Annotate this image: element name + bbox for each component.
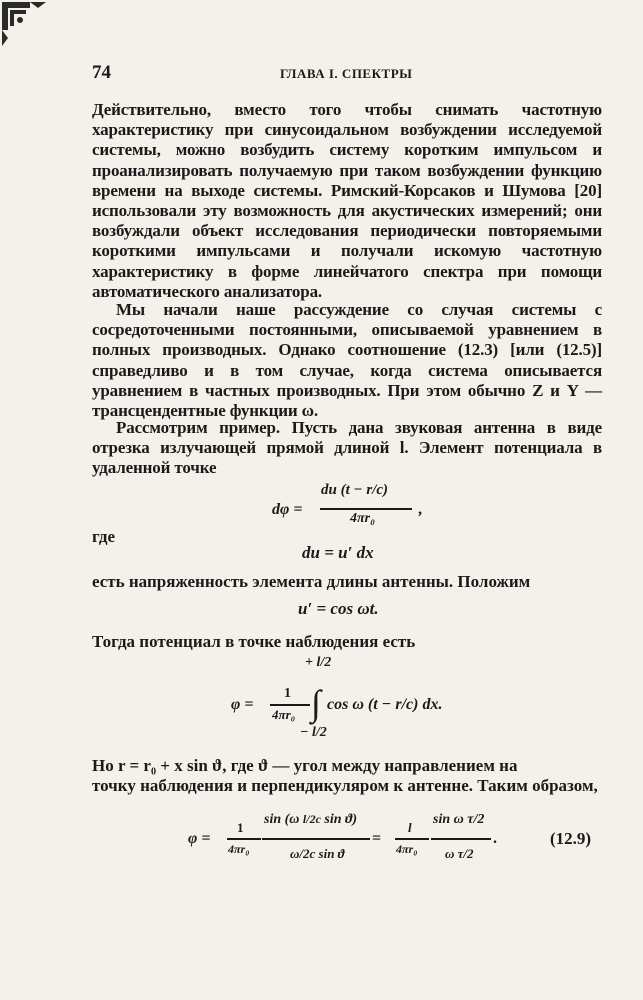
eq4-frac-num: 1 (284, 686, 291, 701)
page-number: 74 (92, 62, 111, 83)
paragraph-3: Рассмотрим пример. Пусть дана звуковая антенна в виде отрезка излучающей прямой длиной l. Элемент потенциала в удаленной точке (92, 418, 602, 478)
eq4-lower-limit: − l/2 (300, 725, 327, 740)
eq4-fraction-bar (270, 704, 310, 706)
running-header (92, 62, 602, 88)
eq4-lhs: φ = (231, 696, 254, 713)
eq1-fraction-bar (320, 508, 412, 510)
eq1-denominator: 4πr₀ (350, 511, 375, 526)
eq4-body: cos ω (t − r/c) dx. (327, 696, 443, 713)
running-title: ГЛАВА I. СПЕКТРЫ (280, 66, 413, 81)
corner-ornament-icon (0, 0, 50, 48)
tension-line: есть напряженность элемента длины антенны. Положим (92, 572, 531, 591)
equation-3: u′ = cos ωt. (298, 599, 379, 618)
where-label: где (92, 527, 116, 546)
potential-line: Тогда потенциал в точке наблюдения есть (92, 632, 416, 651)
integral-sign-icon: ∫ (311, 683, 321, 723)
eq4-frac-den: 4πr₀ (272, 707, 296, 722)
eq1-lhs: dφ = (272, 501, 303, 518)
paragraph-1: Действительно, вместо того чтобы снимать частотную характеристику при синусоидальном возбуждении исследуемой системы, можно возбудить систему коротким импульсом и проанализировать получаемую при таком возбуждении функцию времени на выходе системы. Римский-Корсаков и Шумова [20] использовали эту возможность для акустических измерений; они возбуждали объект исследования периодически повторяемыми короткими импульсами и получали искомую частотную характеристику в форме линейчатого спектра при помощи автоматического анализатора. (92, 100, 602, 301)
point-line: точку наблюдения и перпендикуляром к антенне. Таким образом, (92, 776, 598, 795)
eq1-numerator: du (t − r/c) (321, 482, 389, 498)
equation-number: (12.9) (550, 829, 592, 848)
eq4-upper-limit: + l/2 (305, 655, 332, 670)
equation-2: du = u′ dx (302, 543, 374, 562)
but-line: Но r = r₀ + x sin ϑ, где ϑ — угол между направлением на (92, 756, 518, 775)
paragraph-2: Мы начали наше рассуждение со случая системы с сосредоточенными постоянными, описываемой уравнением в полных производных. Однако соотношение (12.3) [или (12.5)] справедливо и в том случае, когда система описывается уравнением в частных производных. При этом обычно Z и Y — трансцендентные функции ω. (92, 300, 602, 421)
